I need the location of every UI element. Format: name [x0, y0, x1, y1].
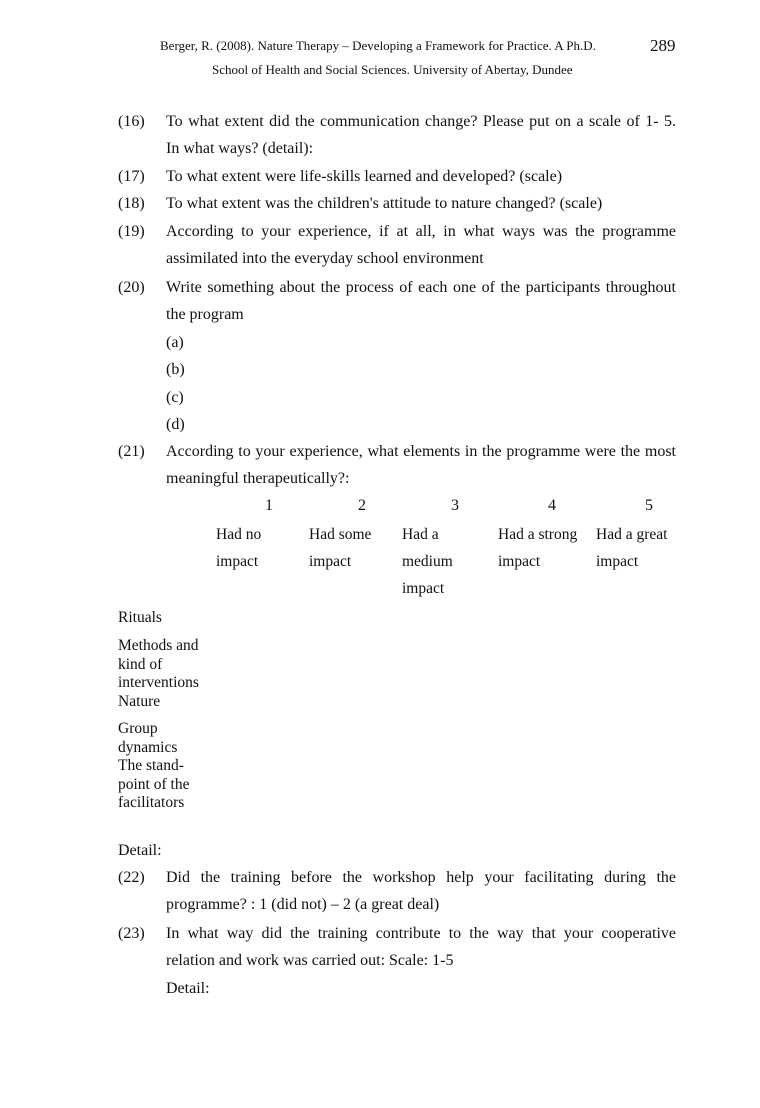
sub-item: (a) [166, 334, 184, 351]
question-text-line: In what way did the training contribute to the way that your cooperative [166, 925, 676, 942]
scale-number: 2 [358, 497, 366, 514]
scale-label: Had a great impact [596, 526, 668, 570]
table-row-label: Methods and kind of interventions Nature [118, 637, 199, 710]
question-text-line: To what extent did the communication change? Please put on a scale of 1- 5. [166, 113, 676, 130]
question-number: (21) [118, 443, 145, 460]
question-number: (23) [118, 925, 145, 942]
question-text-line: Write something about the process of each one of the participants throughout [166, 279, 676, 296]
scale-number: 5 [645, 497, 653, 514]
question-text-line: To what extent was the children's attitude to nature changed? (scale) [166, 195, 603, 212]
question-text-line: assimilated into the everyday school environment [166, 250, 484, 267]
page-number: 289 [650, 36, 676, 55]
running-header-citation: Berger, R. (2008). Nature Therapy – Developing a Framework for Practice. A Ph.D. [160, 38, 596, 53]
question-text-line: the program [166, 306, 244, 323]
running-header-institution: School of Health and Social Sciences. University of Abertay, Dundee [212, 62, 573, 77]
table-row-label: Rituals [118, 609, 162, 626]
question-text-line: In what ways? (detail): [166, 140, 314, 157]
scale-label: Had a medium impact [402, 526, 453, 597]
question-text-line: Did the training before the workshop help your facilitating during the [166, 869, 676, 886]
question-number: (17) [118, 168, 145, 185]
question-number: (16) [118, 113, 145, 130]
question-text-line: Detail: [166, 980, 210, 997]
question-text-line: According to your experience, what elements in the programme were the most [166, 443, 676, 460]
question-text-line: To what extent were life-skills learned and developed? (scale) [166, 168, 563, 185]
sub-item: (b) [166, 361, 185, 378]
question-number: (19) [118, 223, 145, 240]
scale-label: Had some impact [309, 526, 372, 570]
question-text-line: relation and work was carried out: Scale: 1-5 [166, 952, 454, 969]
sub-item: (c) [166, 389, 184, 406]
scale-number: 3 [451, 497, 459, 514]
scale-label: Had no impact [216, 526, 262, 570]
question-text-line: meaningful therapeutically?: [166, 470, 350, 487]
scale-number: 1 [265, 497, 273, 514]
sub-item: (d) [166, 416, 185, 433]
detail-label: Detail: [118, 842, 162, 859]
question-number: (22) [118, 869, 145, 886]
scale-number: 4 [548, 497, 556, 514]
scale-label: Had a strong impact [498, 526, 578, 570]
question-number: (18) [118, 195, 145, 212]
question-text-line: programme? : 1 (did not) – 2 (a great deal) [166, 896, 440, 913]
question-text-line: According to your experience, if at all, in what ways was the programme [166, 223, 676, 240]
table-row-label: Group dynamics The stand- point of the facilitators [118, 720, 190, 811]
question-number: (20) [118, 279, 145, 296]
